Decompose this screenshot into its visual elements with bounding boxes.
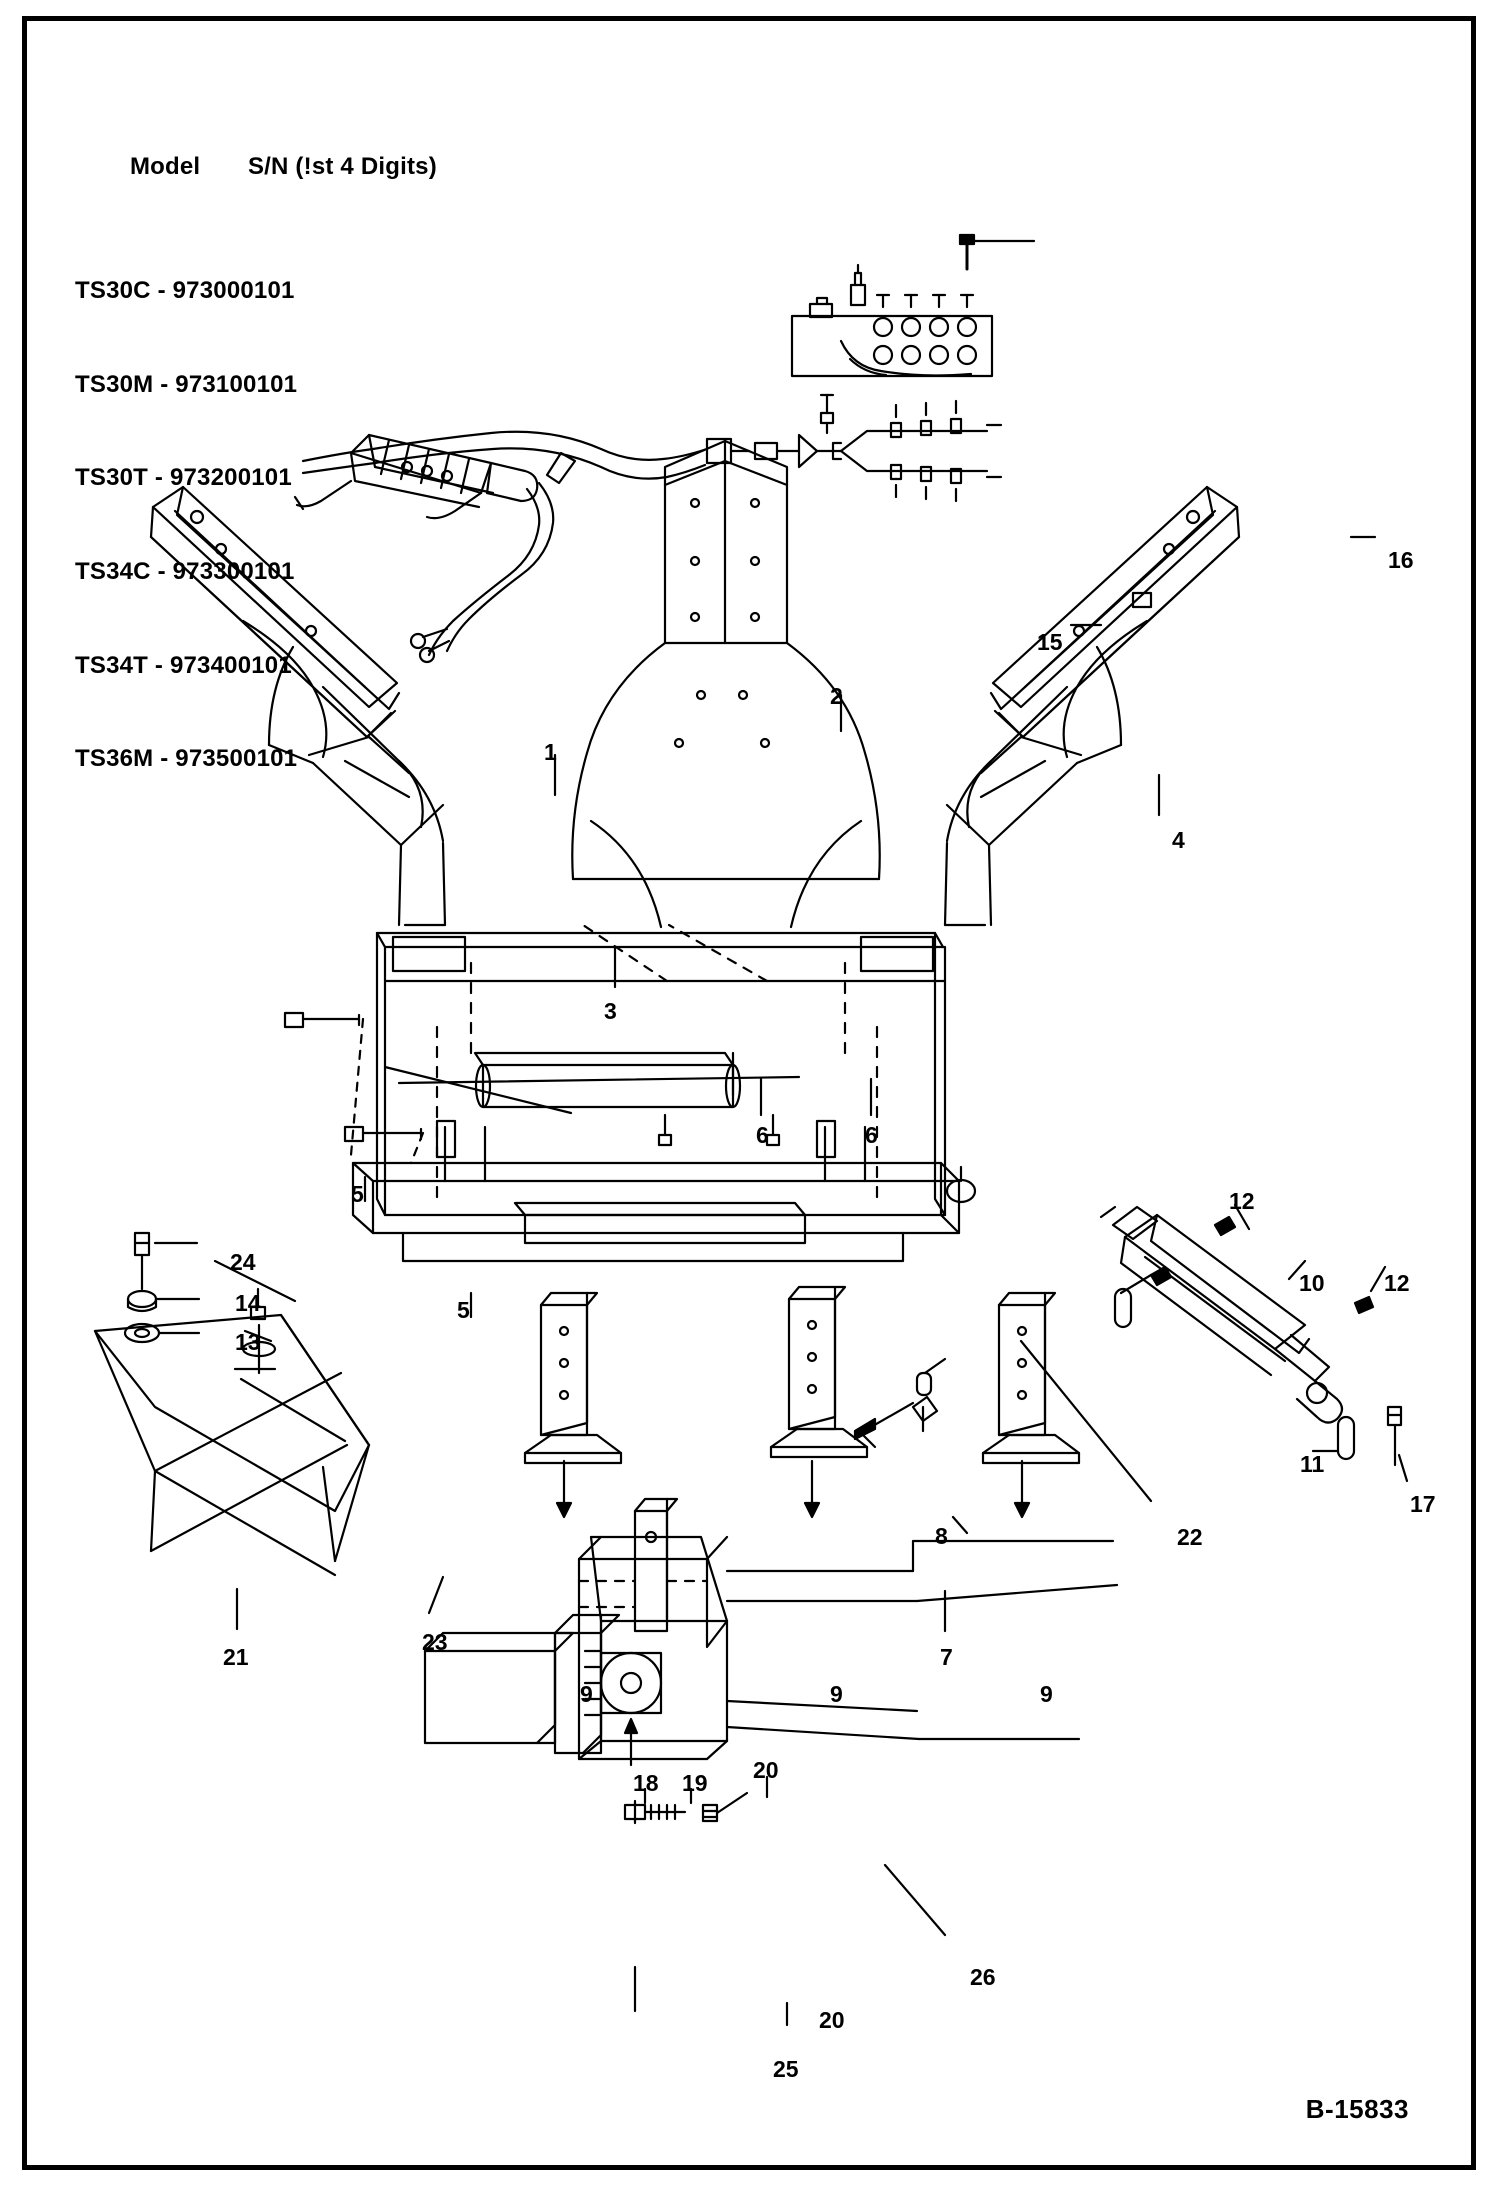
valve-block-group <box>792 235 1034 376</box>
callout-25: 25 <box>773 2056 799 2082</box>
callout-14: 14 <box>235 1290 261 1316</box>
callout-12-right: 12 <box>1384 1270 1410 1296</box>
callout-19: 19 <box>682 1770 708 1796</box>
callout-23: 23 <box>422 1629 448 1655</box>
lower-coupling-detail <box>425 1499 1117 2011</box>
right-wing-assembly <box>945 487 1239 925</box>
leader-22 <box>1021 1341 1151 1501</box>
callout-3: 3 <box>604 998 617 1024</box>
model-row-4: TS34C - 973300101 <box>75 558 295 585</box>
callout-26: 26 <box>970 1964 996 1990</box>
callout-17: 17 <box>1410 1491 1436 1517</box>
exploded-parts-illustration <box>55 221 1495 2081</box>
callout-16: 16 <box>1388 547 1414 573</box>
callout-2: 2 <box>830 683 843 709</box>
deflector-assembly <box>95 1261 369 1575</box>
callout-7: 7 <box>940 1644 953 1670</box>
model-row-2: TS30M - 973100101 <box>75 370 298 398</box>
model-row-5: TS34T - 973400101 <box>75 651 292 679</box>
callout-9-center: 9 <box>830 1681 843 1707</box>
main-frame-box <box>353 933 975 1261</box>
callout-8: 8 <box>935 1523 948 1549</box>
callout-9-right: 9 <box>1040 1681 1053 1707</box>
model-label: Model <box>129 152 201 180</box>
left-wing-assembly <box>151 487 445 925</box>
callout-20-upper: 20 <box>753 1757 779 1783</box>
callout-12-upper: 12 <box>1229 1188 1255 1214</box>
control-handle-group <box>295 435 537 518</box>
model-row-3: TS30T - 973200101 <box>75 464 292 492</box>
callout-9-left: 9 <box>580 1681 593 1707</box>
callout-10: 10 <box>1299 1270 1325 1296</box>
callout-24: 24 <box>230 1249 256 1275</box>
callout-leaders <box>237 537 1407 2025</box>
model-header-row <box>75 119 437 213</box>
callout-20-lower: 20 <box>819 2007 845 2033</box>
callout-15: 15 <box>1037 629 1063 655</box>
parts-diagram-svg <box>55 221 1495 2081</box>
callout-6-right: 6 <box>865 1122 878 1148</box>
leg-stands <box>525 1287 1079 1517</box>
callout-5-lower: 5 <box>457 1297 470 1323</box>
callout-11: 11 <box>1300 1451 1325 1477</box>
model-row-1: TS30C - 973000101 <box>75 277 295 305</box>
small-wire-group <box>411 453 575 662</box>
serial-label: S/N (!st 4 Digits) <box>247 152 437 180</box>
callout-5-upper: 5 <box>351 1181 364 1207</box>
callout-13: 13 <box>235 1329 261 1355</box>
callout-18: 18 <box>633 1770 659 1796</box>
drawing-code-label: B-15833 <box>1305 2094 1409 2124</box>
callout-4: 4 <box>1172 827 1185 853</box>
hydraulic-cylinder-group <box>1101 1207 1401 1465</box>
callout-6-left: 6 <box>756 1122 769 1148</box>
model-row-6: TS36M - 973500101 <box>75 745 298 773</box>
callout-21: 21 <box>223 1644 249 1670</box>
callout-1: 1 <box>544 739 557 765</box>
callout-22: 22 <box>1177 1524 1203 1550</box>
diagram-frame-border <box>22 16 1476 2170</box>
pin-and-bolt-7-8 <box>855 1359 945 1447</box>
